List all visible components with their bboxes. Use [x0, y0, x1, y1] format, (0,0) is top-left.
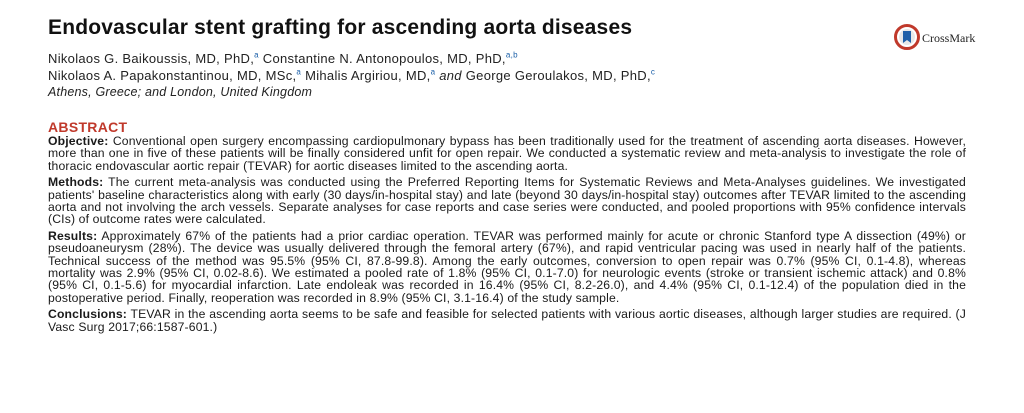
section-text: TEVAR in the ascending aorta seems to be safe and feasible for selected patients with various aortic diseases, although larger studies are required. (J Vasc Surg 2017;66:1587-601.) [48, 307, 966, 334]
section-text: The current meta-analysis was conducted using the Preferred Reporting Items for Systematic Reviews and Meta-Analyses guidelines. We investigated patients' baseline characteristics along with early (30 days/in-hospital stay) and late (beyond 30 days/in-hospital stay) outcomes after TEVAR limited to the ascending aorta and not involving the arch vessels. Separate analyses for case reports and case series were conducted, and pooled proportions with 95% confidence intervals (CIs) of outcome rates were calculated. [48, 175, 966, 227]
section-label: Methods: [48, 175, 104, 190]
author-location: Athens, Greece; and London, United Kingdom [48, 85, 313, 99]
article-title: Endovascular stent grafting for ascending aorta diseases [48, 16, 633, 39]
abstract-body [48, 135, 966, 337]
section-label: Conclusions: [48, 307, 127, 322]
author-name: Nikolaos A. Papakonstantinou, MD, MSc, [48, 68, 297, 83]
affiliation-marker[interactable]: a [430, 67, 436, 77]
author-conjunction: and [435, 68, 466, 83]
affiliation-marker[interactable]: a [254, 50, 259, 60]
abstract-section-results [48, 230, 966, 304]
abstract-section-conclusions [48, 308, 966, 333]
abstract-section-methods [48, 176, 966, 226]
author-name: Nikolaos G. Baikoussis, MD, PhD, [48, 51, 255, 66]
author-name: George Geroulakos, MD, PhD, [465, 68, 651, 83]
section-text: Conventional open surgery encompassing cardiopulmonary bypass has been traditionally used for the treatment of ascending aorta diseases. However, more than one in five of these patients will be finally considered unfit for open repair. We conducted a systematic review and meta-analysis to investigate the role of thoracic endovascular aortic repair (TEVAR) for aortic diseases limited to the ascending aorta. [48, 134, 966, 173]
section-label: Objective: [48, 134, 109, 148]
crossmark-label: CrossMark [922, 31, 976, 45]
author-name: Mihalis Argiriou, MD, [301, 68, 431, 83]
abstract-section-objective [48, 135, 966, 172]
affiliation-marker[interactable]: a,b [505, 50, 518, 60]
section-label: Results: [48, 228, 98, 243]
author-line-1 [48, 50, 918, 67]
affiliation-marker[interactable]: c [650, 67, 656, 77]
crossmark-icon [894, 24, 920, 50]
author-list [48, 50, 918, 101]
affiliation-marker[interactable]: a [296, 67, 302, 77]
author-name: Constantine N. Antonopoulos, MD, PhD, [258, 51, 506, 66]
crossmark-badge[interactable] [894, 24, 1004, 50]
section-text: Approximately 67% of the patients had a prior cardiac operation. TEVAR was performed mainly for acute or chronic Stanford type A dissection (49%) or pseudoaneurysm (28%). The device was usually delivered through the femoral artery (67%), and rapid ventricular pacing was used in nearly half of the patients. Technical success of the method was 95.5% (95% CI, 87.8-99.8). Among the early outcomes, conversion to open repair was 0.7% (95% CI, 0.1-4.8), whereas mortality was 2.9% (95% CI, 0.02-8.6). We estimated a pooled rate of 1.8% (95% CI, 0.1-7.0) for neurologic events (stroke or transient ischemic attack) and 0.8% (95% CI, 0.1-5.6) for myocardial infarction. Late endoleak was recorded in 16.4% (95% CI, 8.2-26.0), and 4.4% (95% CI, 0.1-12.4) of the population died in the postoperative period. Finally, reoperation was recorded in 8.9% (95% CI, 3.1-16.4) of the study sample. [48, 228, 966, 305]
author-line-2 [48, 67, 918, 84]
abstract-heading: ABSTRACT [48, 119, 128, 135]
